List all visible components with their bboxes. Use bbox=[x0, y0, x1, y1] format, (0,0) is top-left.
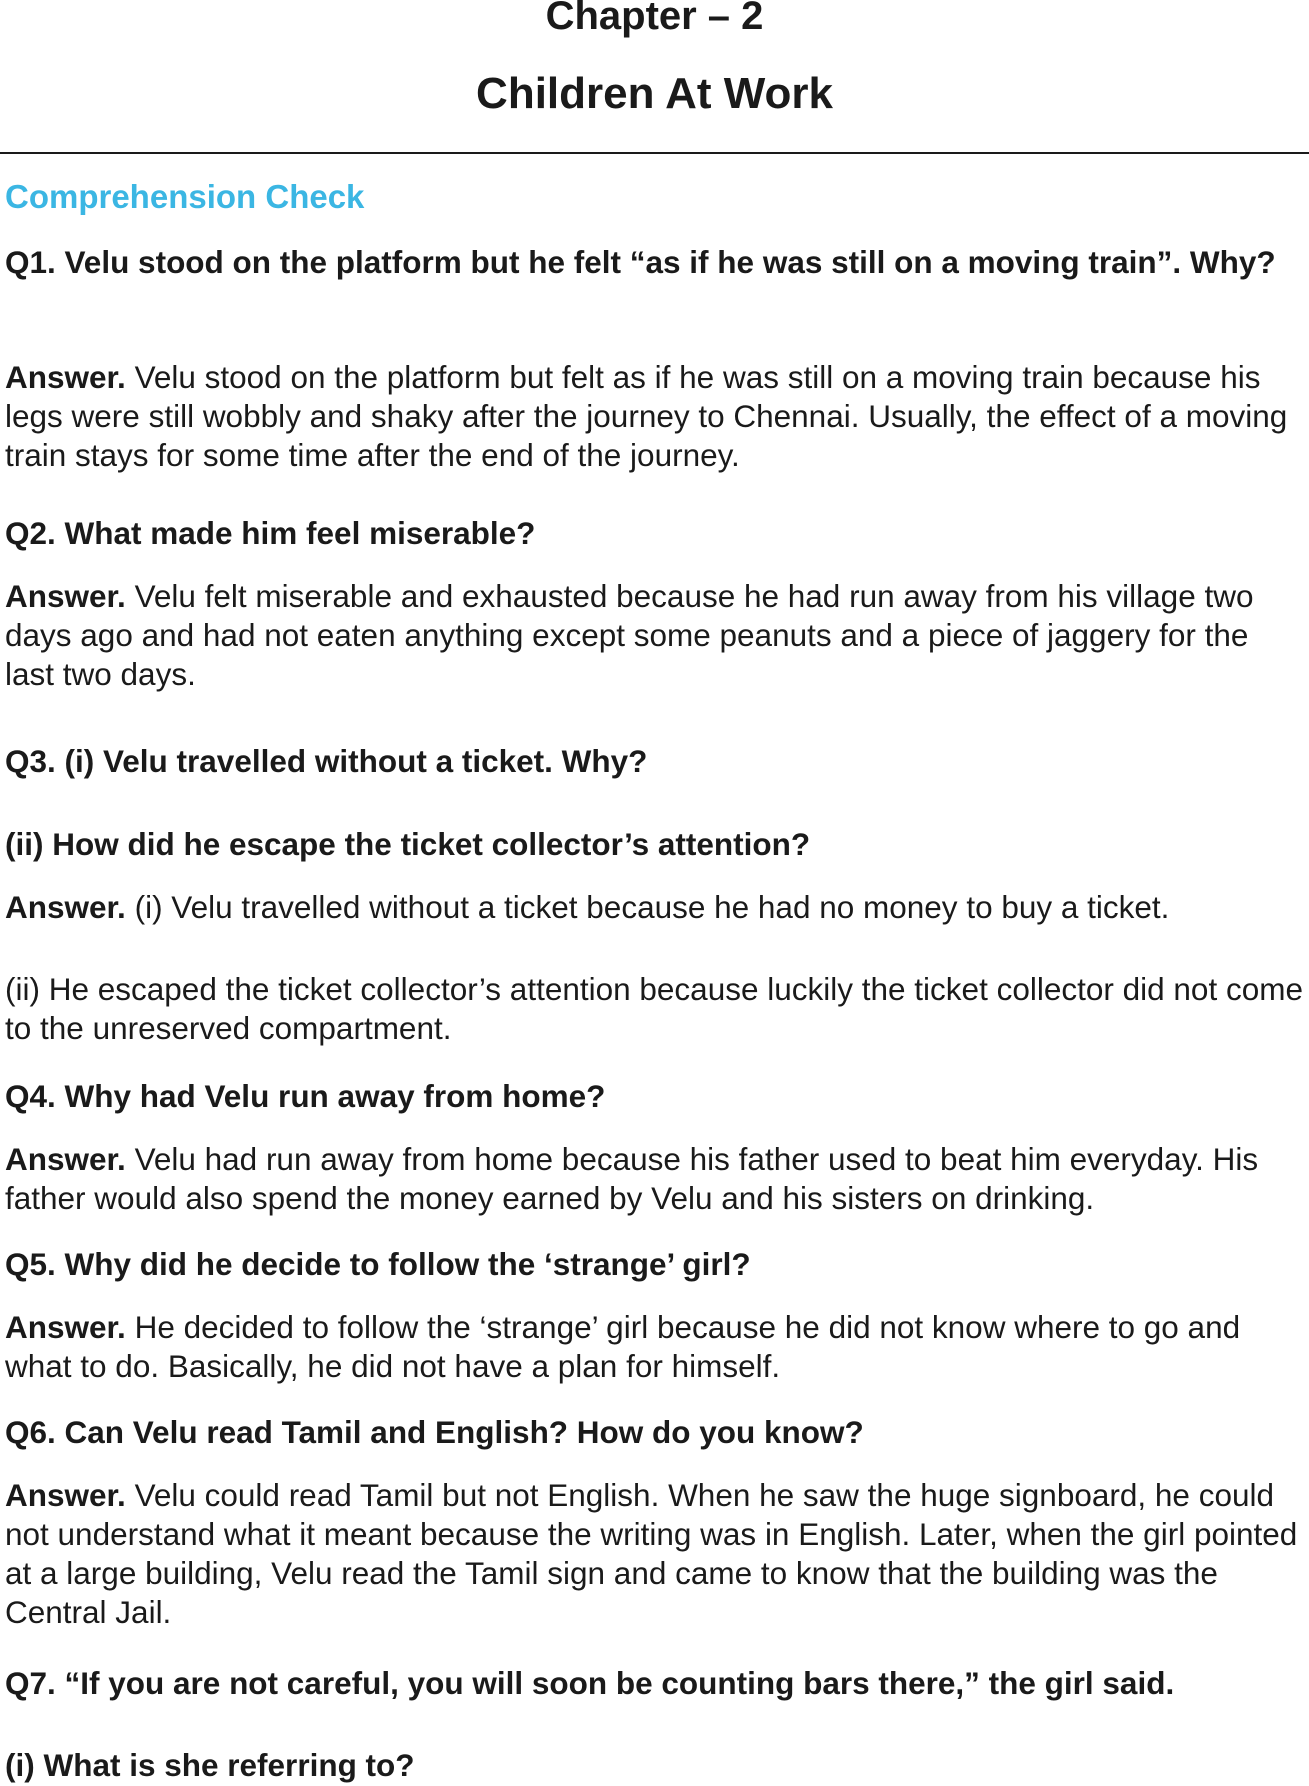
answer-text: Velu felt miserable and exhausted because he had run away from his village two days ago and had not eaten anything except some peanuts and a piece of jaggery for the last two days. bbox=[5, 578, 1254, 692]
question-7-i: (i) What is she referring to? bbox=[5, 1747, 415, 1783]
answer-text: Velu had run away from home because his father used to beat him everyday. His father would also spend the money earned by Velu and his sisters on drinking. bbox=[5, 1141, 1259, 1216]
answer-text: He decided to follow the ‘strange’ girl because he did not know where to go and what to do. Basically, he did not have a plan for himself. bbox=[5, 1309, 1241, 1384]
answer-label: Answer. bbox=[5, 889, 126, 925]
question-7: Q7. “If you are not careful, you will soon be counting bars there,” the girl said. bbox=[5, 1665, 1175, 1701]
header-divider bbox=[0, 152, 1309, 154]
answer-label: Answer. bbox=[5, 359, 126, 395]
answer-label: Answer. bbox=[5, 1141, 126, 1177]
question-3-i: Q3. (i) Velu travelled without a ticket. Why? bbox=[5, 743, 648, 779]
answer-3-i bbox=[5, 888, 1305, 927]
question-4: Q4. Why had Velu run away from home? bbox=[5, 1078, 606, 1114]
answer-label: Answer. bbox=[5, 1309, 126, 1345]
answer-2 bbox=[5, 577, 1305, 694]
question-3-ii: (ii) How did he escape the ticket collector’s attention? bbox=[5, 826, 811, 862]
answer-1 bbox=[5, 358, 1305, 475]
answer-3-ii: (ii) He escaped the ticket collector’s attention because luckily the ticket collector did not come to the unreserved compartment. bbox=[5, 971, 1303, 1046]
chapter-title: Children At Work bbox=[476, 69, 833, 118]
answer-text: (i) Velu travelled without a ticket because he had no money to buy a ticket. bbox=[134, 889, 1170, 925]
answer-label: Answer. bbox=[5, 1477, 126, 1513]
question-5: Q5. Why did he decide to follow the ‘strange’ girl? bbox=[5, 1246, 751, 1282]
answer-5 bbox=[5, 1308, 1305, 1386]
answer-label: Answer. bbox=[5, 578, 126, 614]
answer-text: Velu stood on the platform but felt as if he was still on a moving train because his legs were still wobbly and shaky after the journey to Chennai. Usually, the effect of a moving train stays for some time after the end of the journey. bbox=[5, 359, 1288, 473]
answer-6 bbox=[5, 1476, 1305, 1632]
answer-text: Velu could read Tamil but not English. When he saw the huge signboard, he could not understand what it meant because the writing was in English. Later, when the girl pointed at a large building, Velu read the Tamil sign and came to know that the building was the Central Jail. bbox=[5, 1477, 1298, 1630]
answer-4 bbox=[5, 1140, 1305, 1218]
question-6: Q6. Can Velu read Tamil and English? How do you know? bbox=[5, 1414, 864, 1450]
question-1: Q1. Velu stood on the platform but he felt “as if he was still on a moving train”. Why? bbox=[5, 244, 1276, 280]
section-heading: Comprehension Check bbox=[5, 178, 365, 215]
chapter-number: Chapter – 2 bbox=[545, 0, 764, 38]
question-2: Q2. What made him feel miserable? bbox=[5, 515, 536, 551]
